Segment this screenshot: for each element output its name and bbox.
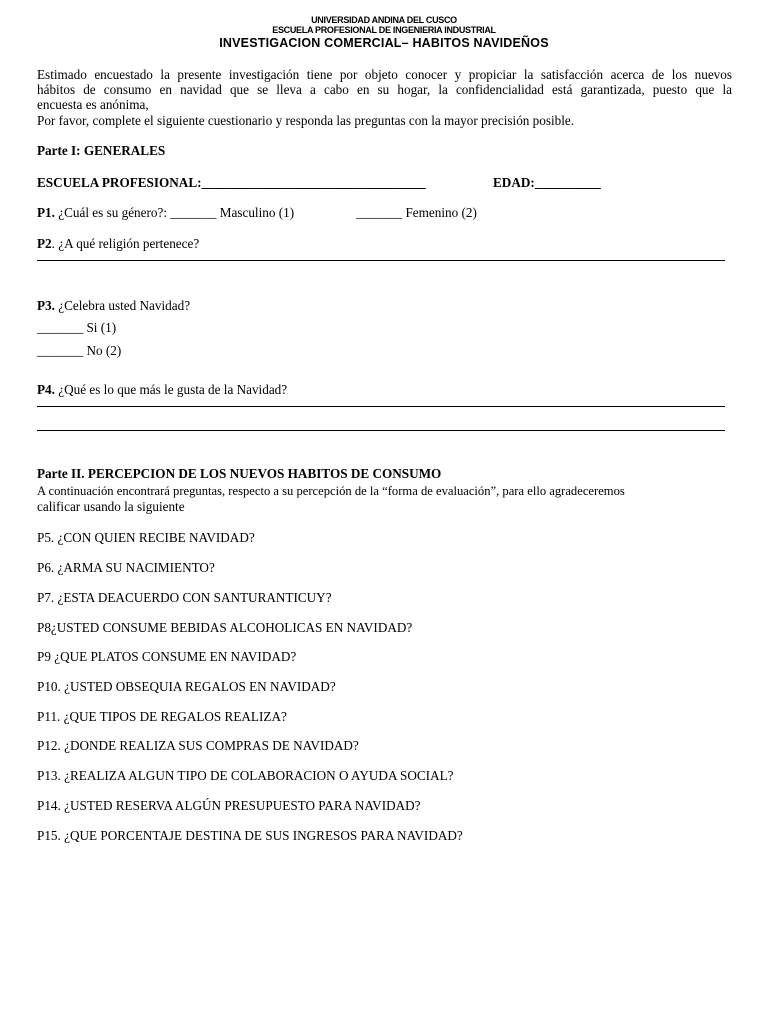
question-p15: P15. ¿QUE PORCENTAJE DESTINA DE SUS INGRESOS PARA NAVIDAD?	[37, 828, 463, 843]
intro-line-1: Estimado encuestado la presente investigación tiene por objeto conocer y propiciar la satisfacción acerca de los nuevos	[37, 67, 732, 82]
question-p7: P7. ¿ESTA DEACUERDO CON SANTURANTICUY?	[37, 590, 332, 605]
part2-desc-line-2: calificar usando la siguiente	[37, 499, 185, 514]
question-p13: P13. ¿REALIZA ALGUN TIPO DE COLABORACION O AYUDA SOCIAL?	[37, 768, 454, 783]
p4-text: ¿Qué es lo que más le gusta de la Navidad?	[54, 382, 288, 397]
question-p1	[37, 205, 294, 221]
p4-answer-line-1[interactable]	[37, 406, 725, 407]
survey-title: INVESTIGACION COMERCIAL– HABITOS NAVIDEÑOS	[219, 36, 549, 50]
p4-answer-line-2[interactable]	[37, 430, 725, 431]
question-p4	[37, 382, 287, 398]
p2-text: . ¿A qué religión pertenece?	[51, 236, 200, 251]
question-p3	[37, 298, 190, 314]
age-field-label[interactable]: EDAD:__________	[493, 175, 601, 190]
university-name: UNIVERSIDAD ANDINA DEL CUSCO	[311, 15, 457, 25]
p4-number: P4.	[37, 382, 55, 397]
question-p8: P8¿USTED CONSUME BEBIDAS ALCOHOLICAS EN NAVIDAD?	[37, 620, 413, 635]
question-p11: P11. ¿QUE TIPOS DE REGALOS REALIZA?	[37, 709, 287, 724]
intro-line-3: encuesta es anónima,	[37, 97, 149, 112]
question-p2	[37, 236, 199, 252]
part2-title: Parte II. PERCEPCION DE LOS NUEVOS HABITOS DE CONSUMO	[37, 466, 442, 481]
part1-title: Parte I: GENERALES	[37, 143, 166, 158]
p2-answer-line[interactable]	[37, 260, 725, 261]
question-p14: P14. ¿USTED RESERVA ALGÚN PRESUPUESTO PARA NAVIDAD?	[37, 798, 421, 813]
p3-number: P3.	[37, 298, 55, 313]
school-field-label[interactable]: ESCUELA PROFESIONAL:__________________________________	[37, 175, 426, 190]
p1-number: P1.	[37, 205, 55, 220]
p3-text: ¿Celebra usted Navidad?	[54, 298, 191, 313]
p1-option-female[interactable]: _______ Femenino (2)	[356, 205, 477, 220]
question-p10: P10. ¿USTED OBSEQUIA REGALOS EN NAVIDAD?	[37, 679, 336, 694]
p3-option-no[interactable]: _______ No (2)	[37, 343, 122, 358]
question-p5: P5. ¿CON QUIEN RECIBE NAVIDAD?	[37, 530, 255, 545]
school-name: ESCUELA PROFESIONAL DE INGENIERIA INDUSTRIAL	[272, 25, 496, 35]
p1-text[interactable]: ¿Cuál es su género?: _______ Masculino (1)	[54, 205, 295, 220]
question-p9: P9 ¿QUE PLATOS CONSUME EN NAVIDAD?	[37, 649, 297, 664]
intro-line-4: Por favor, complete el siguiente cuestionario y responda las preguntas con la mayor precisión posible.	[37, 113, 575, 128]
p3-option-yes[interactable]: _______ Si (1)	[37, 320, 117, 335]
p2-number: P2	[37, 236, 52, 251]
question-p6: P6. ¿ARMA SU NACIMIENTO?	[37, 560, 215, 575]
question-p12: P12. ¿DONDE REALIZA SUS COMPRAS DE NAVIDAD?	[37, 738, 359, 753]
part2-desc-line-1: A continuación encontrará preguntas, respecto a su percepción de la “forma de evaluación”, para ello agradeceremos	[37, 484, 625, 498]
intro-line-2: hábitos de consumo en navidad que se lleva a cabo en su hogar, la confidencialidad está garantizada, puesto que la	[37, 82, 732, 97]
